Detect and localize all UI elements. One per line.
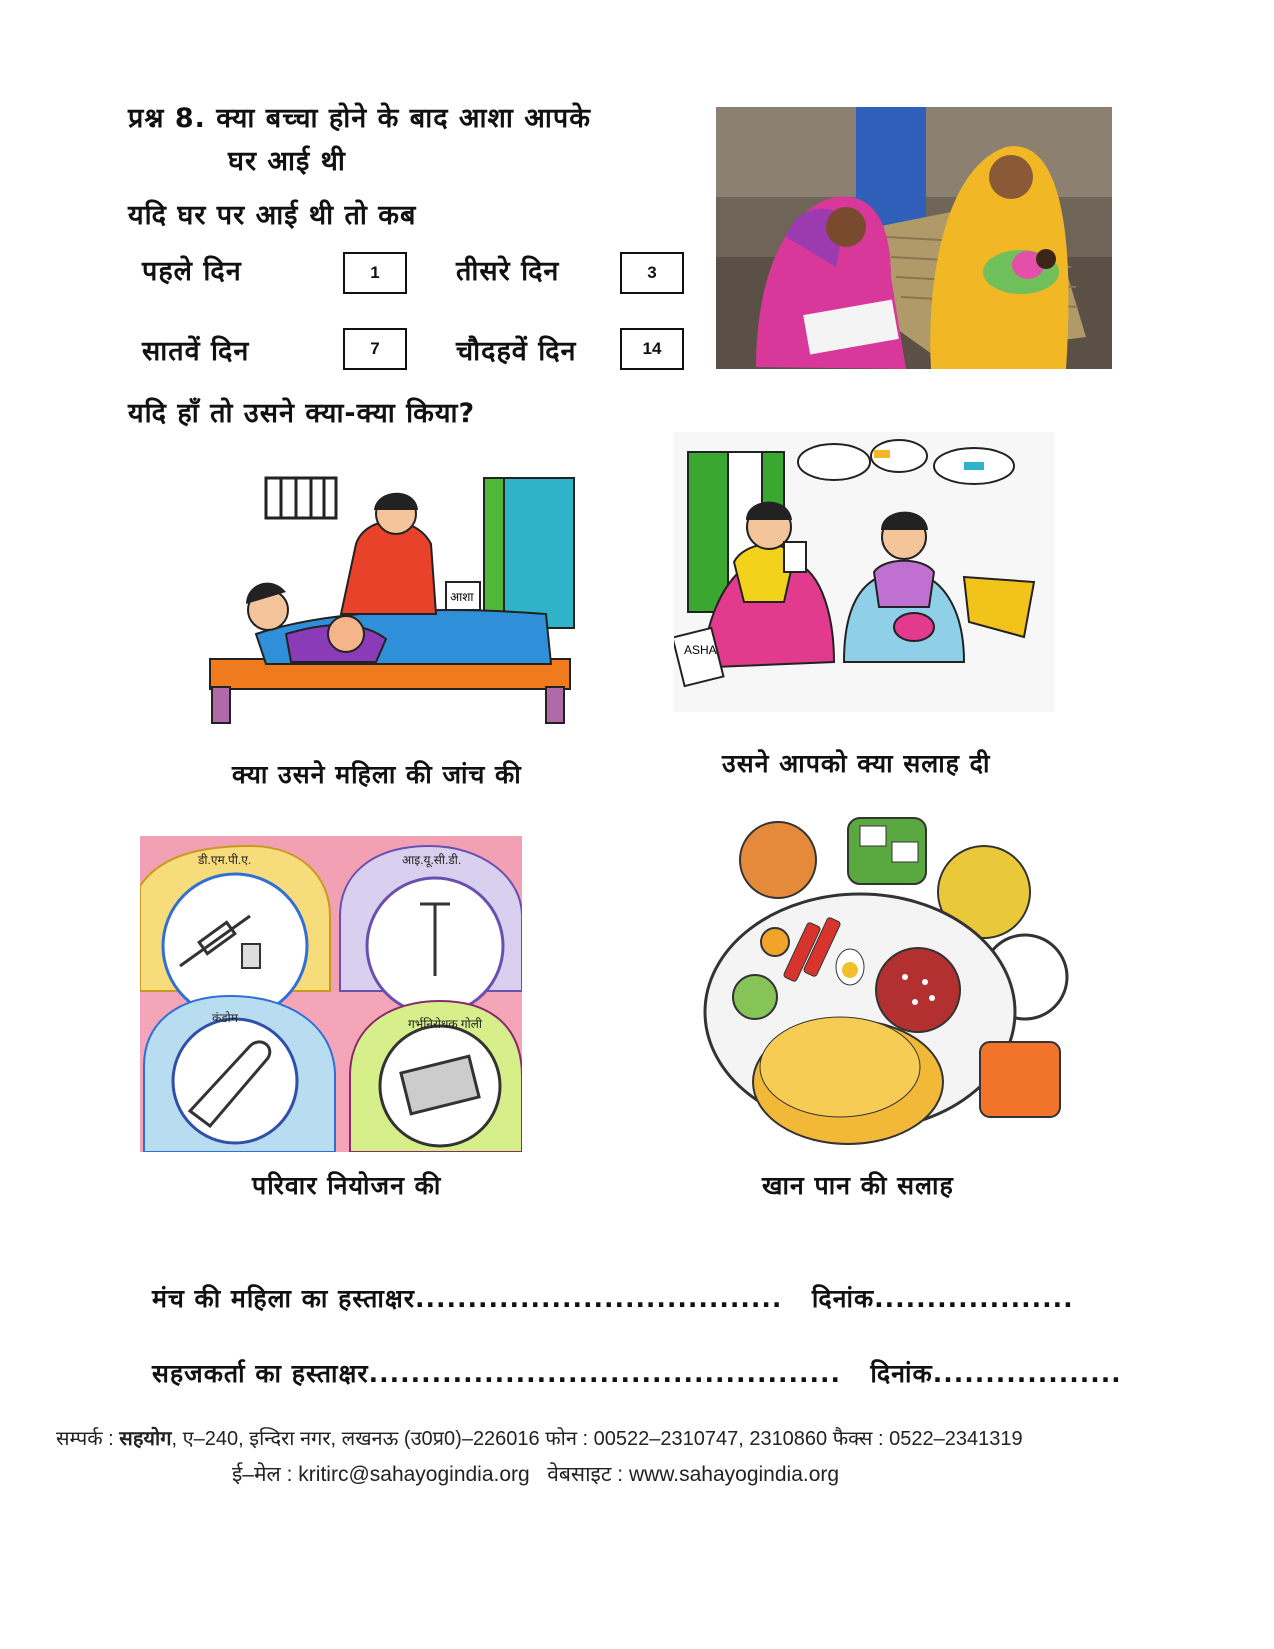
email-link[interactable]: kritirc@sahayogindia.org [298, 1463, 530, 1486]
sahaj-signature-label: सहजकर्ता का हस्ताक्षर [152, 1359, 369, 1388]
manch-signature-label: मंच की महिला का हस्ताक्षर [152, 1284, 415, 1313]
question-line-1: प्रश्न 8. क्या बच्चा होने के बाद आशा आपके [128, 103, 591, 134]
email-label: ई–मेल : [232, 1463, 299, 1486]
home-visit-photo [716, 107, 1112, 369]
website-link[interactable]: www.sahayogindia.org [628, 1463, 840, 1486]
website-label: वेबसाइट : [529, 1463, 629, 1486]
asha-bag-en-label: ASHA [684, 643, 717, 657]
option-box-day1[interactable]: 1 [343, 252, 407, 294]
question-line-2: घर आई थी [228, 146, 346, 177]
sahaj-date-field[interactable]: .................. [932, 1359, 1122, 1388]
caption-advice: उसने आपको क्या सलाह दी [722, 749, 991, 778]
followup-question: यदि हाँ तो उसने क्या-क्या किया? [128, 398, 476, 429]
advice-illustration [674, 432, 1054, 712]
asha-bag-label: आशा [450, 590, 474, 604]
option-box-day7[interactable]: 7 [343, 328, 407, 370]
option-label-day1: पहले दिन [142, 256, 242, 287]
fp-label-condom: कंडोम [212, 1011, 238, 1025]
option-box-day3[interactable]: 3 [620, 252, 684, 294]
contact-address: , ए–240, इन्दिरा नगर, लखनऊ (उ0प्र0)–226016 फोन : 00522–2310747, 2310860 फैक्स : 0522–2341319 [171, 1428, 1023, 1450]
sahaj-signature-field[interactable]: ............................................. [368, 1359, 841, 1388]
manch-signature-field[interactable]: ................................... [415, 1284, 783, 1313]
sub-question: यदि घर पर आई थी तो कब [128, 200, 417, 231]
manch-date-label: दिनांक [811, 1284, 875, 1313]
manch-date-field[interactable]: ................... [874, 1284, 1074, 1313]
caption-family-planning: परिवार नियोजन की [252, 1171, 442, 1200]
checkup-illustration [196, 474, 582, 724]
footer-contact-line [56, 1424, 1023, 1451]
footer-web-line [232, 1460, 839, 1488]
fp-label-dmpa: डी.एम.पी.ए. [198, 853, 252, 867]
option-label-day7: सातवें दिन [142, 336, 250, 367]
fp-label-iucd: आइ.यू.सी.डी. [402, 853, 462, 867]
option-label-day14: चौदहवें दिन [456, 336, 577, 367]
signature-line-sahaj [152, 1356, 1122, 1390]
sahaj-date-label: दिनांक [870, 1359, 933, 1388]
caption-checkup: क्या उसने महिला की जांच की [232, 760, 522, 789]
fp-label-pill: गर्भनिरोधक गोली [408, 1017, 483, 1031]
contact-prefix: सम्पर्क : [56, 1428, 120, 1450]
signature-line-manch [152, 1281, 1074, 1315]
org-name: सहयोग [119, 1428, 172, 1450]
family-planning-illustration [140, 836, 522, 1152]
option-label-day3: तीसरे दिन [456, 256, 560, 287]
nutrition-illustration [700, 812, 1080, 1152]
caption-nutrition: खान पान की सलाह [762, 1171, 954, 1200]
option-box-day14[interactable]: 14 [620, 328, 684, 370]
